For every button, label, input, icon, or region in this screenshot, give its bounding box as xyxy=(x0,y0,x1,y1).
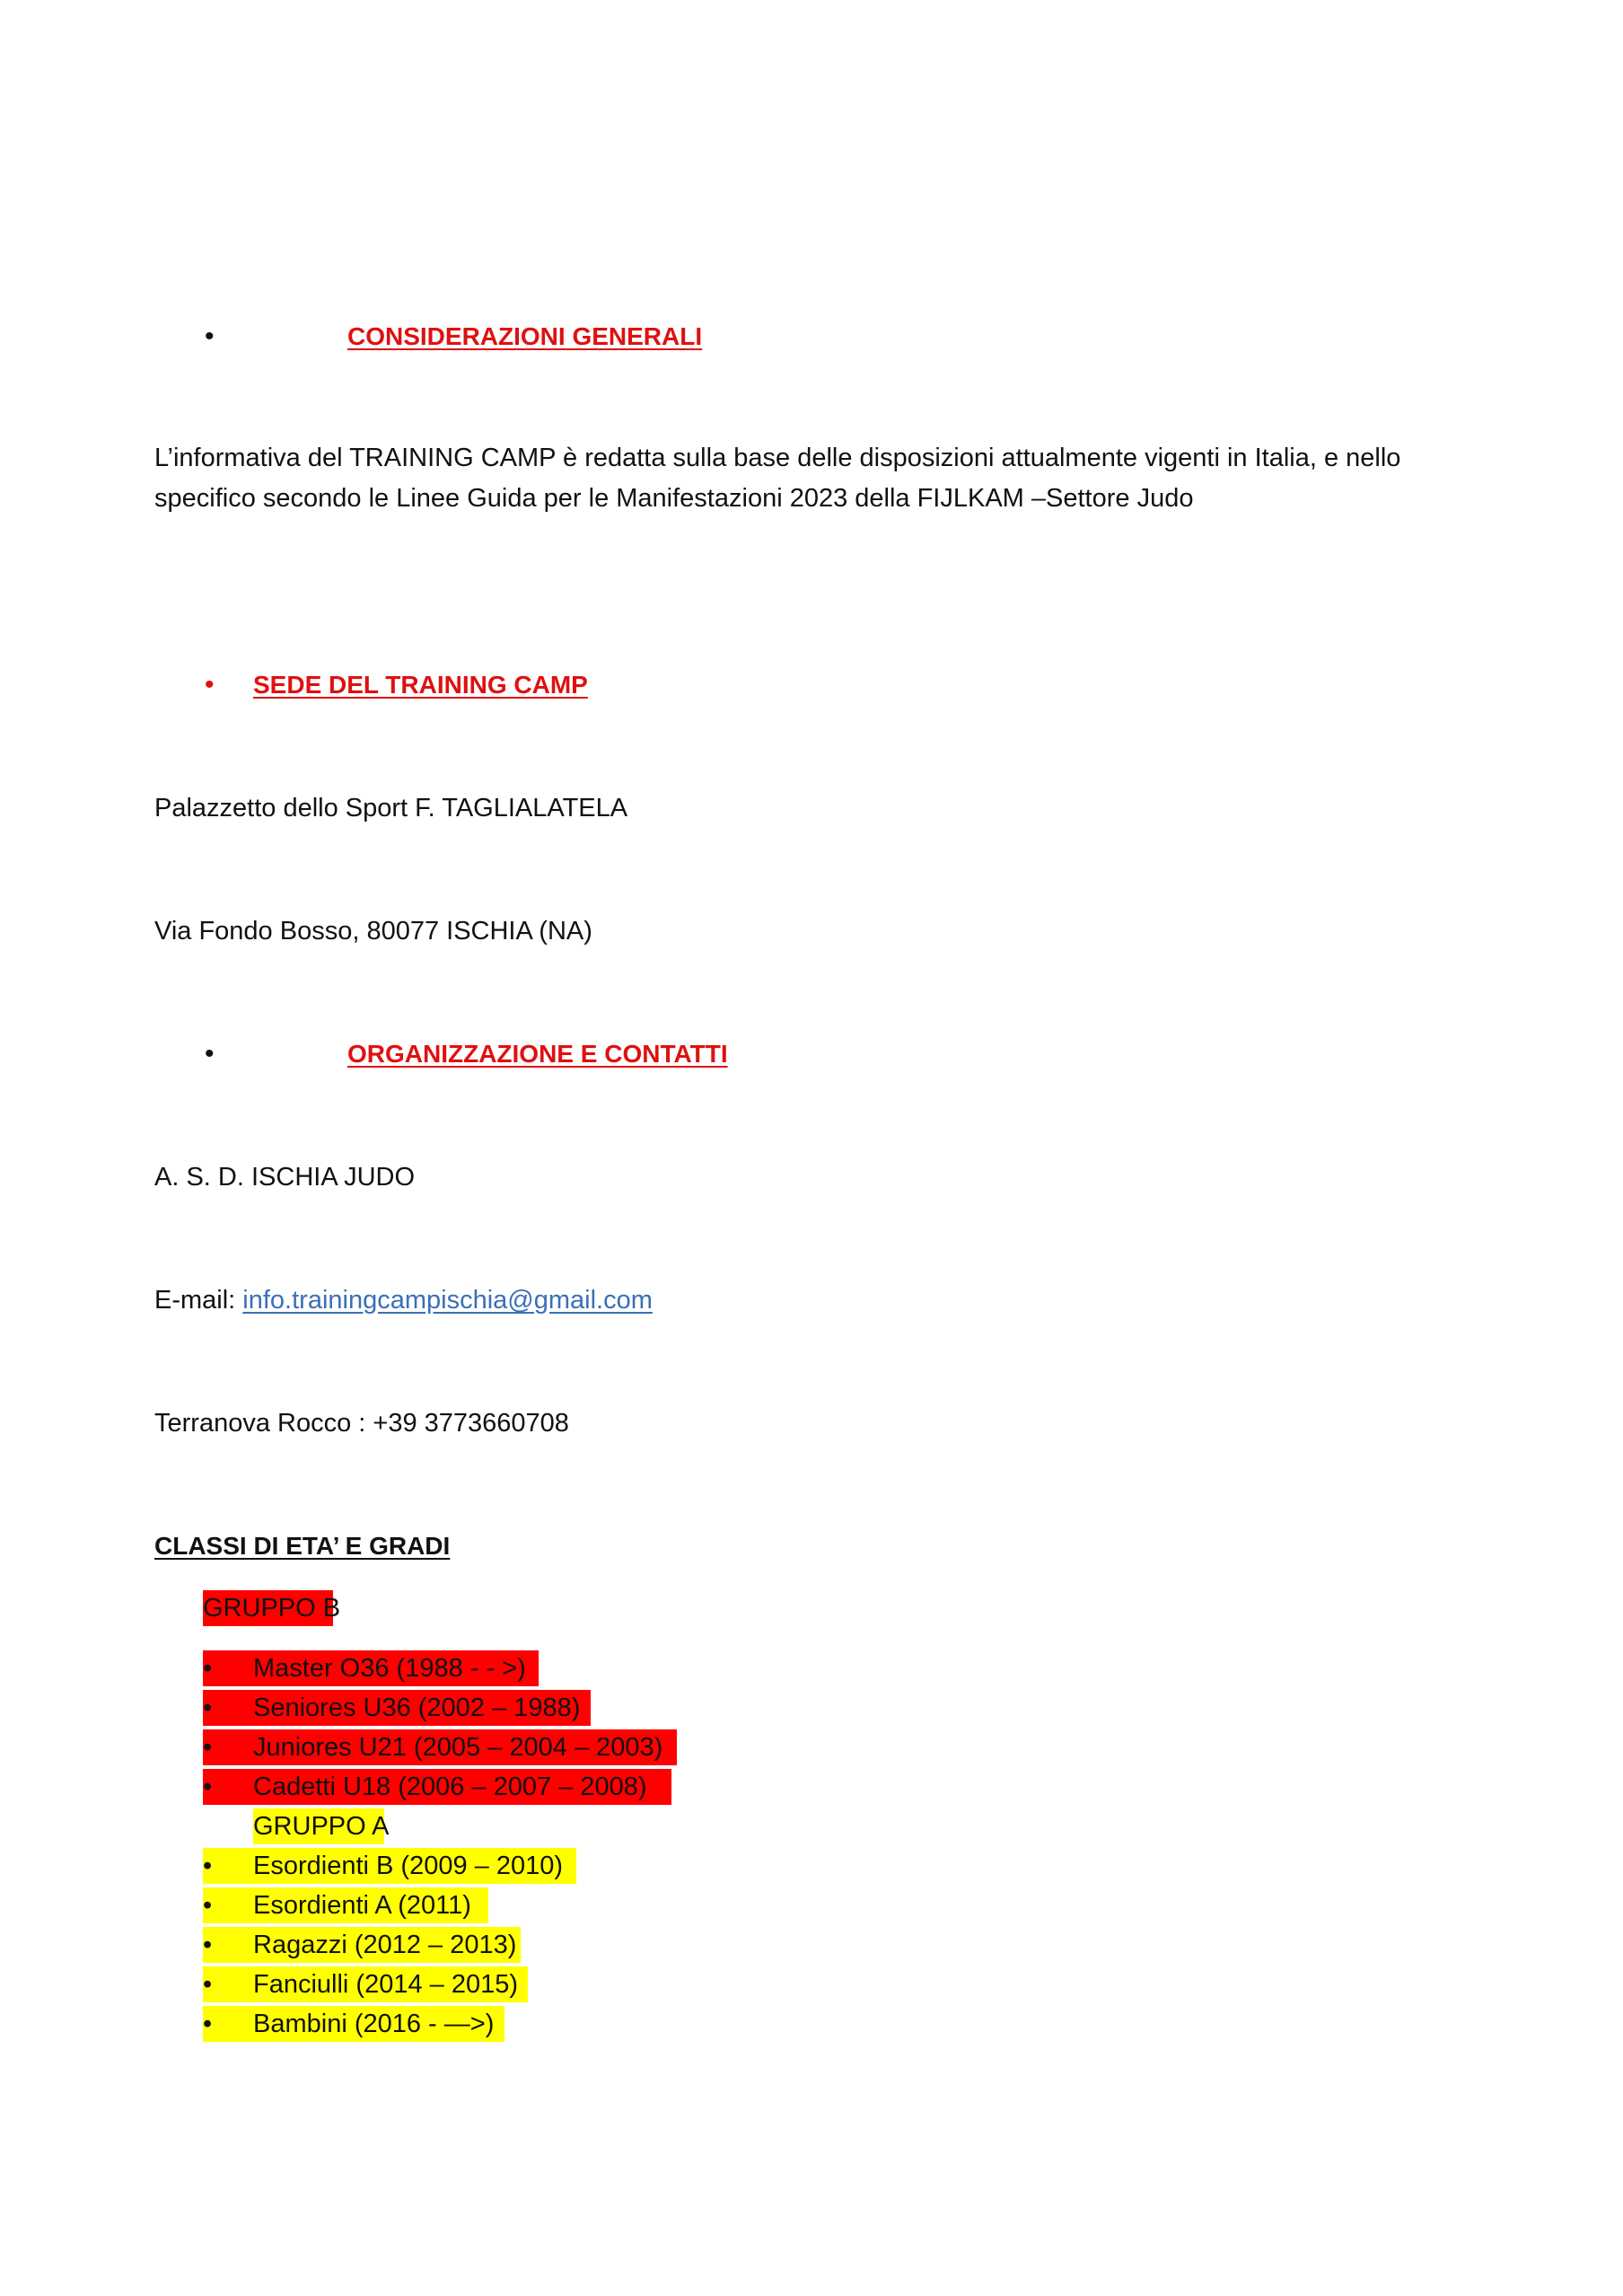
list-item-label: Ragazzi (2012 – 2013) xyxy=(253,1931,517,1959)
email-link[interactable]: info.trainingcampischia@gmail.com xyxy=(242,1286,653,1315)
venue-name: Palazzetto dello Sport F. TAGLIALATELA xyxy=(154,794,628,823)
general-paragraph-line-2: specifico secondo le Linee Guida per le Manifestazioni 2023 della FIJLKAM –Settore Judo xyxy=(154,484,1194,513)
list-bullet: • xyxy=(203,1773,213,1801)
list-bullet: • xyxy=(203,1693,213,1722)
venue-address: Via Fondo Bosso, 80077 ISCHIA (NA) xyxy=(154,917,592,946)
list-bullet: • xyxy=(203,1931,213,1959)
bullet-venue: • xyxy=(205,670,215,699)
list-item-label: Fanciulli (2014 – 2015) xyxy=(253,1970,519,1999)
bullet-general: • xyxy=(205,321,215,351)
general-paragraph-line-1: L’informativa del TRAINING CAMP è redatta sulla base delle disposizioni attualmente vigenti in Italia, e nello xyxy=(154,444,1401,472)
heading-organizzazione-contatti: ORGANIZZAZIONE E CONTATTI xyxy=(347,1040,728,1068)
list-item-label: Seniores U36 (2002 – 1988) xyxy=(253,1693,581,1722)
list-item-label: Cadetti U18 (2006 – 2007 – 2008) xyxy=(253,1773,647,1801)
list-item-label: Esordienti A (2011) xyxy=(253,1891,471,1920)
heading-considerazioni-generali: CONSIDERAZIONI GENERALI xyxy=(347,322,703,350)
list-item-label: Juniores U21 (2005 – 2004 – 2003) xyxy=(253,1733,663,1762)
list-bullet: • xyxy=(203,1852,213,1880)
organization-name: A. S. D. ISCHIA JUDO xyxy=(154,1163,416,1192)
list-bullet: • xyxy=(203,2010,213,2038)
heading-classi-eta-gradi: CLASSI DI ETA’ E GRADI xyxy=(154,1532,451,1560)
bullet-contacts: • xyxy=(205,1039,215,1069)
list-item-label: Master O36 (1988 - - >) xyxy=(253,1654,526,1683)
email-line xyxy=(154,1282,653,1318)
list-bullet: • xyxy=(203,1654,213,1683)
list-bullet: • xyxy=(203,1891,213,1920)
list-bullet: • xyxy=(203,1733,213,1762)
list-bullet: • xyxy=(203,1970,213,1999)
email-label: E-mail: xyxy=(154,1286,243,1315)
phone-contact: Terranova Rocco : +39 3773660708 xyxy=(154,1409,569,1438)
list-item-label: Bambini (2016 - —>) xyxy=(253,2010,495,2038)
group-b-label: GRUPPO B xyxy=(203,1594,341,1623)
group-a-label: GRUPPO A xyxy=(253,1812,390,1841)
list-item-label: Esordienti B (2009 – 2010) xyxy=(253,1852,563,1880)
heading-sede-training-camp: SEDE DEL TRAINING CAMP xyxy=(253,671,588,699)
